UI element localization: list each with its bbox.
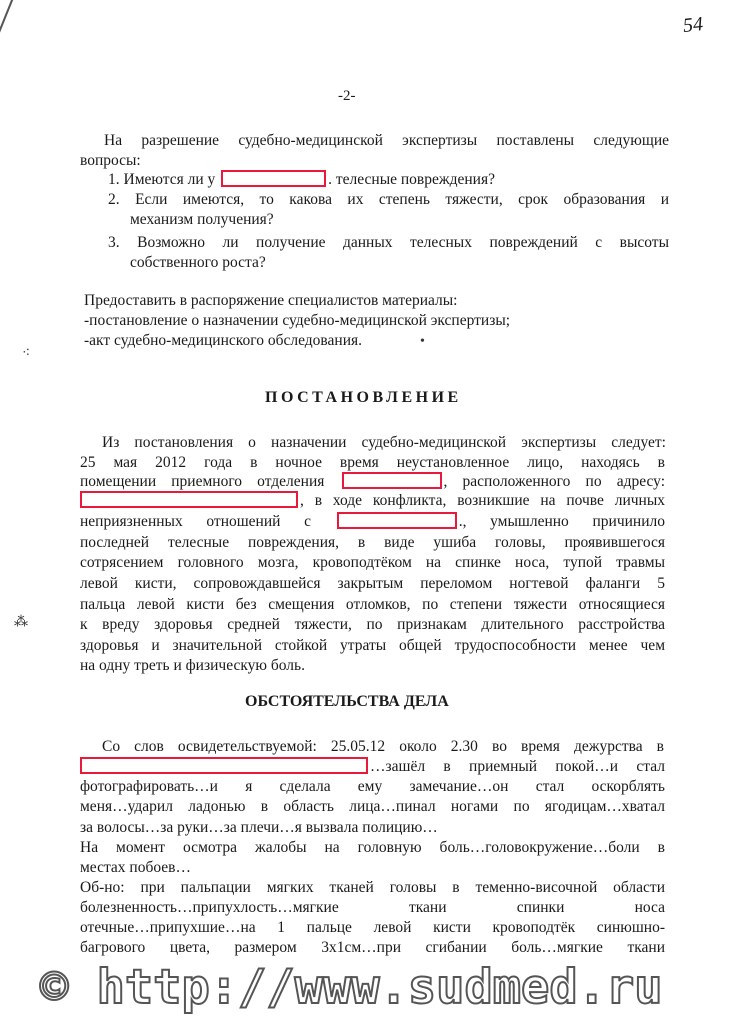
circumstances-line-10: отечные…припухшие…на 1 пальце левой кисти кровоподтёк синюшно- (80, 919, 665, 936)
circumstances-line-2-end: …зашёл в приемный покой…и стал (370, 758, 665, 775)
resolution-line-4 (80, 491, 665, 511)
redaction-box (337, 512, 457, 529)
question-3-line-1: 3. Возможно ли получение данных телесных повреждений с высоты (108, 234, 669, 251)
resolution-line-8: левой кисти, сопровождавшейся закрытым переломом ногтевой фаланги 5 (80, 575, 665, 592)
materials-line-1: Предоставить в распоряжение специалистов материалы: (84, 292, 458, 309)
circumstances-line-2 (80, 757, 665, 777)
scan-speck: • (420, 334, 425, 349)
circumstances-line-6: На момент осмотра жалобы на головную боль…головокружение…боли в (80, 839, 665, 856)
questions-intro-line-2: вопросы: (80, 152, 141, 169)
question-3-line-2: собственного роста? (130, 254, 266, 271)
handwritten-page-number: 54 (681, 13, 705, 37)
scan-speck: ⁂ (14, 615, 28, 630)
question-2-line-2: механизм получения? (130, 211, 274, 228)
resolution-heading: ПОСТАНОВЛЕНИЕ (265, 389, 462, 406)
question-1 (108, 170, 693, 190)
resolution-line-5 (80, 512, 665, 532)
resolution-line-10: к вреду здоровья средней тяжести, по признакам длительного расстройства (80, 616, 665, 633)
resolution-line-2: 25 мая 2012 года в ночное время неустановленное лицо, находясь в (80, 454, 665, 471)
resolution-line-1: Из постановления о назначении судебно-медицинской экспертизы следует: (102, 434, 666, 451)
resolution-line-3 (80, 472, 665, 492)
resolution-line-7: сотрясением головного мозга, кровоподтёком на спинке носа, тупой травмы (80, 554, 665, 571)
redaction-box (342, 472, 442, 489)
scan-speck: ⁖ (22, 346, 31, 361)
resolution-line-5-end: ., умышленно причинило (458, 513, 665, 530)
materials-line-2: -постановление о назначении судебно-медицинской экспертизы; (84, 312, 511, 329)
circumstances-line-11: багрового цвета, размером 3х1см…при сгибании боль…мягкие ткани (80, 939, 665, 956)
question-1-end: . телесные повреждения? (328, 171, 495, 188)
resolution-line-9: пальца левой кисти без смещения отломков, по степени тяжести относящиеся (80, 596, 665, 613)
circumstances-line-8: Об-но: при пальпации мягких тканей головы в теменно-височной области (80, 879, 665, 896)
circumstances-heading: ОБСТОЯТЕЛЬСТВА ДЕЛА (245, 693, 449, 710)
circumstances-line-7: местах побоев… (80, 859, 191, 876)
question-2-line-1: 2. Если имеются, то какова их степень тяжести, срок образования и (108, 191, 669, 208)
circumstances-line-4: меня…ударил ладонью в область лица…пинал ногами по ягодицам…хватал (80, 798, 665, 815)
circumstances-line-1: Со слов освидетельствуемой: 25.05.12 около 2.30 во время дежурства в (102, 738, 664, 755)
resolution-line-5-start: неприязненных отношений с (80, 513, 312, 530)
page-number: -2- (338, 88, 356, 104)
resolution-line-11: здоровья и значительной стойкой утраты общей трудоспособности менее чем (80, 637, 665, 654)
redaction-box (221, 170, 326, 187)
resolution-line-12: на одну треть и физическую боль. (80, 657, 305, 674)
circumstances-line-5: за волосы…за руки…за плечи…я вызвала полицию… (80, 819, 438, 836)
materials-line-3: -акт судебно-медицинского обследования. (84, 332, 362, 349)
questions-intro-line-1: На разрешение судебно-медицинской экспертизы поставлены следующие (104, 132, 669, 149)
page-fold-mark (0, 0, 19, 125)
resolution-line-3-end: , расположенного по адресу: (443, 473, 665, 490)
redaction-box (80, 491, 298, 508)
resolution-line-3-start: помещении приемного отделения (80, 473, 325, 490)
resolution-line-4-end: , в ходе конфликта, возникшие на почве личных (300, 492, 665, 509)
circumstances-line-9: болезненность…припухлость…мягкие ткани спинки носа (80, 899, 665, 916)
question-1-start: 1. Имеются ли у (108, 171, 216, 188)
circumstances-line-3: фотографировать…и я сделала ему замечание…он стал оскорблять (80, 778, 665, 795)
site-watermark: © http://www.sudmed.ru (40, 960, 663, 1015)
resolution-line-6: последней телесные повреждения, в виде ушиба головы, проявившегося (80, 534, 665, 551)
redaction-box (80, 757, 368, 774)
